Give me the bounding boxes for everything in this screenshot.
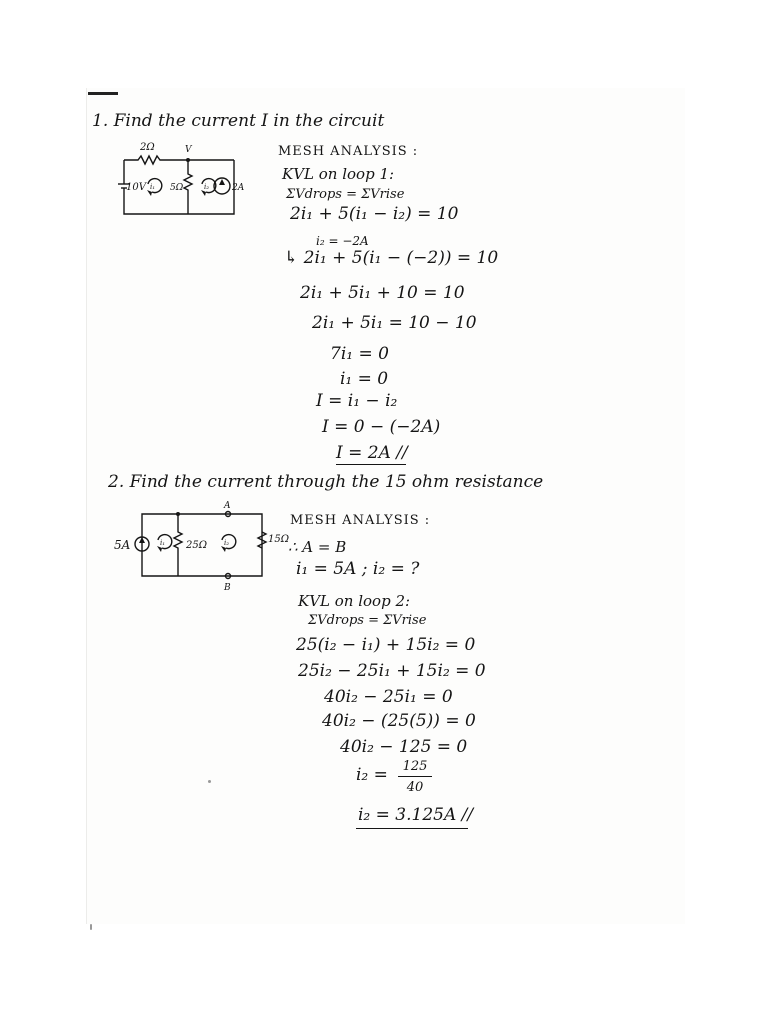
p1-line-2: ΣVdrops = ΣVrise [286, 187, 405, 202]
p1-line-1: KVL on loop 1: [282, 165, 395, 183]
p2-line-9: 40i₂ − 125 = 0 [340, 737, 468, 757]
scan-edge-mark [90, 924, 92, 930]
p2-line-1: ∴ A = B [288, 538, 347, 556]
circuit2-node-a: A [224, 501, 231, 511]
p1-line-9: i₁ = 0 [340, 369, 389, 389]
p2-fraction-num: 125 [402, 759, 428, 774]
p2-line-3: KVL on loop 2: [298, 592, 411, 610]
circuit2-source-label: 5A [114, 538, 131, 552]
p1-answer: I = 2A // [336, 443, 408, 463]
p2-line-6: 25i₂ − 25i₁ + 15i₂ = 0 [298, 661, 486, 681]
circuit2-mesh-i2: i₂ [224, 539, 230, 547]
circuit1-r2-label: 5Ω [170, 183, 184, 193]
problem1-title: 1. Find the current I in the circuit [92, 111, 385, 131]
circuit2-node-b: B [224, 583, 231, 593]
p2-fraction-lhs: i₂ = [356, 765, 388, 785]
p1-line-10: I = i₁ − i₂ [316, 391, 398, 411]
scan-speck [208, 780, 211, 783]
p2-line-4: ΣVdrops = ΣVrise [308, 613, 427, 628]
circuit2-mesh-i1: i₁ [160, 539, 166, 547]
circuit1-mesh-i1: i₁ [150, 183, 156, 191]
p1-line-5: ↳ 2i₁ + 5(i₁ − (−2)) = 10 [284, 248, 499, 268]
page-top-mark [88, 92, 118, 95]
p1-line-6: 2i₁ + 5i₁ + 10 = 10 [300, 283, 465, 303]
p1-answer-underline [336, 464, 406, 465]
circuit2-r1-label: 25Ω [186, 540, 208, 551]
p2-fraction-den: 40 [406, 780, 424, 795]
p2-line-8: 40i₂ − (25(5)) = 0 [322, 711, 476, 731]
p2-answer-underline [356, 828, 468, 829]
circuit1-mesh-i2: i₂ [204, 183, 210, 191]
circuit2-r2-label: 15Ω [268, 534, 290, 545]
p1-line-4: i₂ = −2A [316, 234, 369, 248]
problem2-title: 2. Find the current through the 15 ohm resistance [108, 472, 544, 492]
p1-line-8: 7i₁ = 0 [330, 344, 389, 364]
circuit1-node-label: V [185, 145, 192, 155]
p2-line-7: 40i₂ − 25i₁ = 0 [324, 687, 453, 707]
circuit1-source-label: 10V [126, 182, 146, 193]
p1-line-11: I = 0 − (−2A) [322, 417, 441, 437]
p1-line-3: 2i₁ + 5(i₁ − i₂) = 10 [290, 204, 459, 224]
p2-line-5: 25(i₂ − i₁) + 15i₂ = 0 [296, 635, 476, 655]
problem1-method: MESH ANALYSIS : [278, 144, 419, 159]
p2-line-2: i₁ = 5A ; i₂ = ? [296, 559, 420, 579]
p2-fraction-bar [398, 776, 432, 777]
circuit-1-diagram [112, 140, 252, 222]
circuit-2-diagram [112, 500, 290, 593]
p2-answer: i₂ = 3.125A // [358, 805, 474, 825]
problem2-method: MESH ANALYSIS : [290, 513, 431, 528]
p1-line-7: 2i₁ + 5i₁ = 10 − 10 [312, 313, 477, 333]
circuit1-current-source-label: 2A [232, 183, 245, 193]
circuit1-r1-label: 2Ω [140, 142, 155, 153]
